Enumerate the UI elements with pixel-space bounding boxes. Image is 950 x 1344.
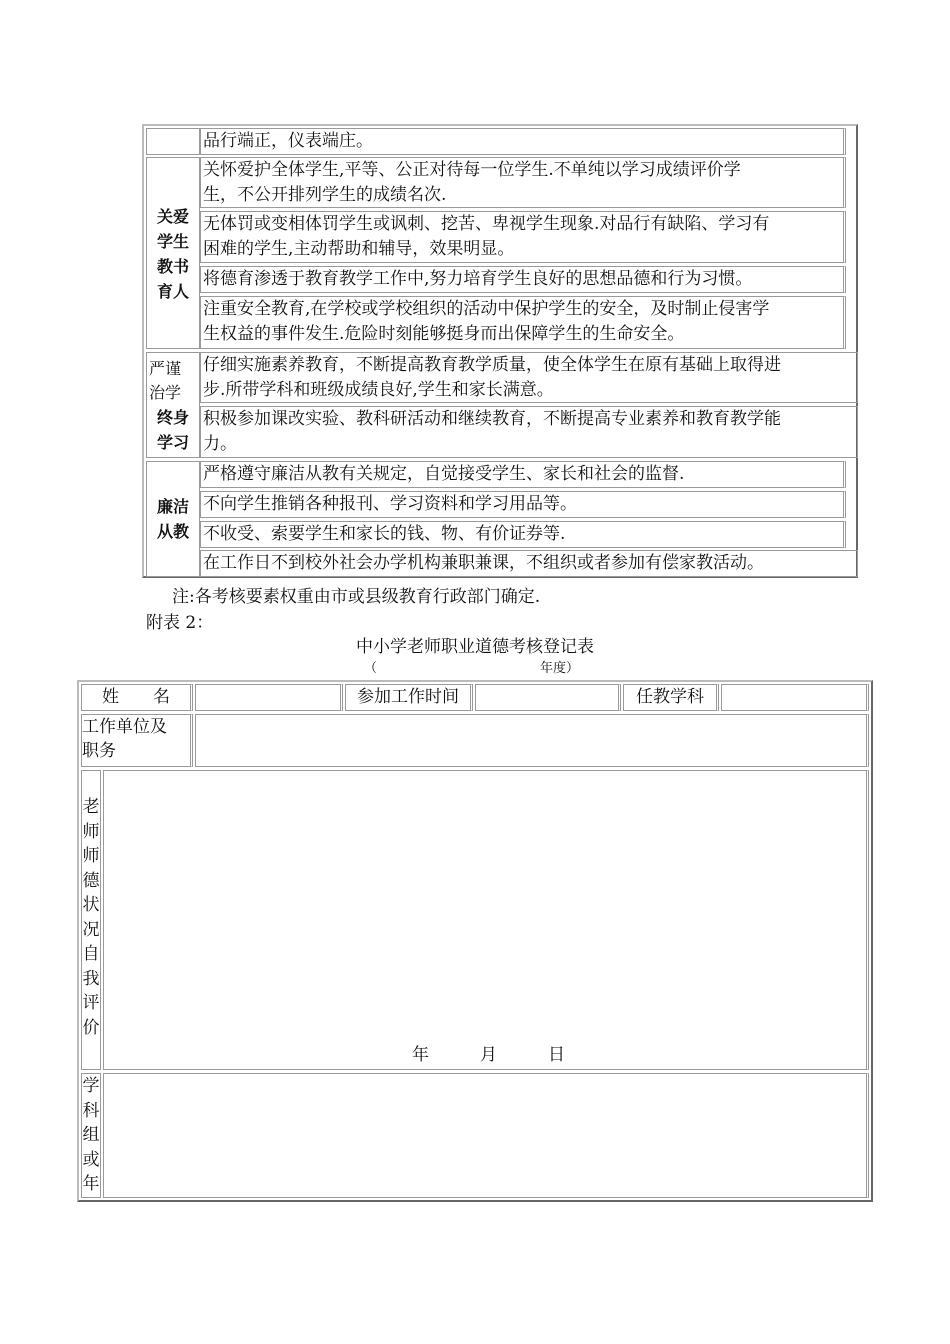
work-time-label: 参加工作时间 — [345, 684, 473, 711]
self-eval-label: 老 师 师 德 状 况 自 我 评 价 — [81, 770, 101, 1070]
appendix-label: 附表 2： — [146, 613, 214, 633]
criterion-row — [200, 128, 846, 155]
criterion-row: 积极参加课改实验、教科研活动和继续教育，不断提高专业素养和教育教学能 力。 — [200, 406, 858, 458]
note-text: 注:各考核要素权重由市或县级教育行政部门确定. — [172, 587, 541, 607]
unit-field[interactable] — [195, 714, 869, 767]
group-label: 学 科 组 或 年 — [81, 1073, 101, 1198]
criterion-row: 关怀爱护全体学生,平等、公正对待每一位学生.不单纯以学习成绩评价学 生，不公开排列学生的成绩名次. — [200, 157, 846, 208]
category-rigorous-study: 严谨 治学 终身 学习 — [146, 352, 200, 458]
date-line: 年 月 日 — [412, 1045, 565, 1065]
year-open: （ — [364, 661, 378, 676]
work-time-field[interactable] — [475, 684, 621, 711]
criteria-table — [142, 124, 858, 578]
criterion-row: 在工作日不到校外社会办学机构兼职兼课，不组织或者参加有偿家教活动。 — [200, 550, 858, 577]
subject-field[interactable] — [721, 684, 869, 711]
criterion-row: 注重安全教育,在学校或学校组织的活动中保护学生的安全，及时制止侵害学 生权益的事件发生.危险时刻能够挺身而出保障学生的生命安全。 — [200, 296, 846, 349]
self-eval-field[interactable] — [103, 770, 869, 1070]
criterion-row: 仔细实施素养教育，不断提高教育教学质量，使全体学生在原有基础上取得进 步.所带学科和班级成绩良好,学生和家长满意。 — [200, 352, 858, 403]
name-field[interactable] — [195, 684, 343, 711]
criterion-row: 将德育渗透于教育教学工作中,努力培育学生良好的思想品德和行为习惯。 — [200, 266, 846, 293]
criterion-row: 严格遵守廉洁从教有关规定，自觉接受学生、家长和社会的监督. — [200, 461, 846, 488]
registration-form-table — [77, 680, 873, 1202]
criterion-row: 无体罚或变相体罚学生或讽刺、挖苦、卑视学生现象.对品行有缺陷、学习有 困难的学生,主动帮助和辅导，效果明显。 — [200, 211, 846, 263]
category-cell-empty — [146, 128, 200, 155]
criterion-row: 不向学生推销各种报刊、学习资料和学习用品等。 — [200, 491, 846, 518]
form-title: 中小学老师职业道德考核登记表 — [356, 637, 594, 657]
unit-label: 工作单位及 职务 — [81, 714, 193, 767]
name-label: 姓 名 — [81, 684, 193, 711]
group-field[interactable] — [103, 1073, 869, 1198]
year-label: 年度） — [540, 661, 580, 676]
category-clean-teaching: 廉洁 从教 — [146, 461, 200, 577]
category-care-students: 关爱 学生 教书 育人 — [146, 157, 200, 349]
criterion-text: 品行端正，仪表端庄。 — [203, 131, 373, 151]
subject-label: 任教学科 — [623, 684, 719, 711]
criterion-row: 不收受、索要学生和家长的钱、物、有价证券等. — [200, 521, 846, 548]
